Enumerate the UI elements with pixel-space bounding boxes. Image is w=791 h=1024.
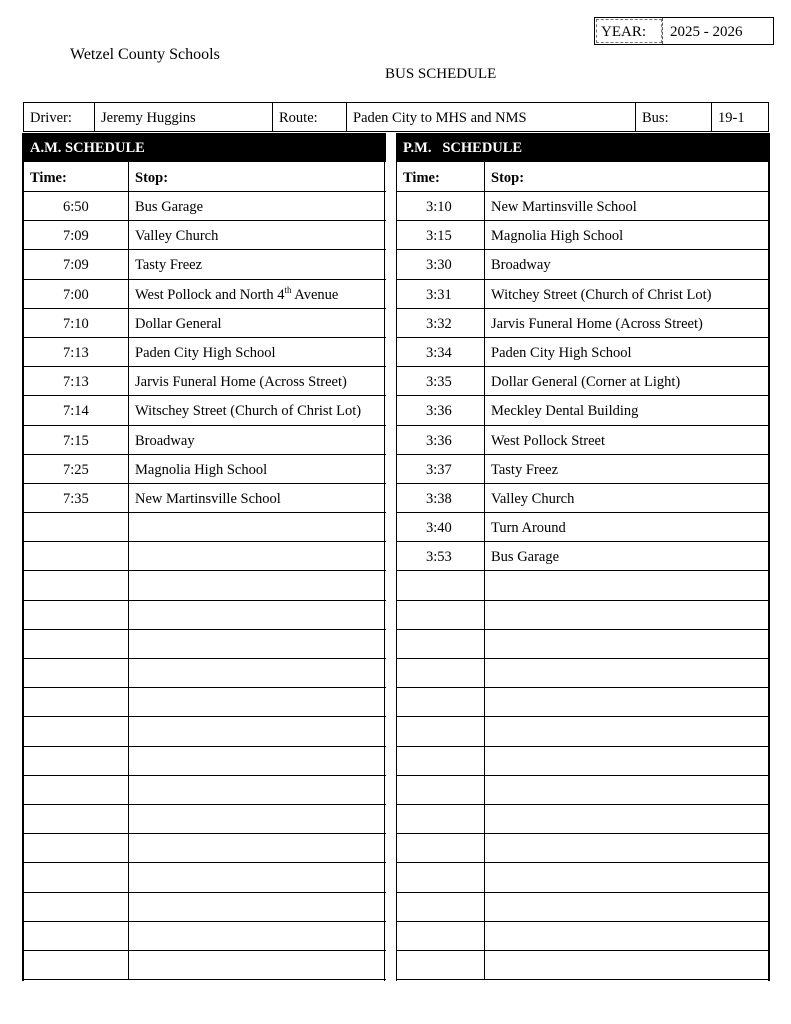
stop-time <box>24 776 129 804</box>
route-info-bar <box>23 102 769 132</box>
schedule-row <box>24 659 386 688</box>
schedule-row <box>24 747 386 776</box>
stop-time <box>397 747 485 775</box>
schedule-row <box>397 309 768 338</box>
schedule-row <box>397 601 768 630</box>
stop-name: Magnolia High School <box>135 461 268 478</box>
stop-name: Paden City High School <box>491 344 632 361</box>
bus-number: 19-1 <box>718 110 745 126</box>
stop-time: 3:32 <box>397 309 485 337</box>
schedule-row <box>24 571 386 600</box>
stop-name <box>485 922 768 950</box>
schedule-row <box>24 455 386 484</box>
schedule-row <box>24 834 386 863</box>
stop-time: 3:15 <box>397 221 485 249</box>
stop-time <box>397 659 485 687</box>
schedule-row <box>24 221 386 250</box>
am-schedule-title: A.M. SCHEDULE <box>24 133 386 162</box>
schedule-row <box>24 250 386 279</box>
schedule-row <box>24 367 386 396</box>
stop-name <box>129 542 386 570</box>
schedule-row <box>24 426 386 455</box>
schedule-row <box>397 659 768 688</box>
stop-name <box>129 717 386 745</box>
stop-name <box>485 951 768 979</box>
stop-time <box>397 688 485 716</box>
pm-stop-header: Stop: <box>491 170 525 186</box>
stop-name <box>129 747 386 775</box>
stop-time: 3:35 <box>397 367 485 395</box>
stop-time: 7:35 <box>24 484 129 512</box>
stop-name: Tasty Freez <box>491 461 559 478</box>
stop-time: 3:30 <box>397 250 485 278</box>
schedule-row <box>397 922 768 951</box>
stop-time <box>397 601 485 629</box>
stop-name: Jarvis Funeral Home (Across Street) <box>491 315 703 332</box>
stop-time: 3:34 <box>397 338 485 366</box>
stop-name <box>129 922 386 950</box>
schedule-row <box>397 250 768 279</box>
stop-time: 7:13 <box>24 367 129 395</box>
schedule-row <box>24 396 386 425</box>
stop-name <box>129 688 386 716</box>
stop-time: 7:14 <box>24 396 129 424</box>
stop-name: West Pollock Street <box>491 432 606 449</box>
stop-name: Bus Garage <box>135 199 204 215</box>
schedule-row <box>24 922 386 951</box>
stop-name: Bus Garage <box>491 549 560 566</box>
am-schedule <box>24 133 386 980</box>
stop-name <box>485 688 768 716</box>
stop-time <box>24 951 129 979</box>
stop-time: 7:09 <box>24 221 129 249</box>
stop-time <box>24 601 129 629</box>
schedule-row <box>397 747 768 776</box>
schedule-row <box>397 396 768 425</box>
year-box <box>594 17 774 45</box>
stop-name <box>129 834 386 862</box>
schedule-row <box>24 717 386 746</box>
schedule-row <box>397 863 768 892</box>
stop-name: New Martinsville School <box>135 490 281 507</box>
schedule-row <box>24 601 386 630</box>
schedule-row <box>397 338 768 367</box>
schedule-row <box>397 484 768 513</box>
stop-name <box>485 776 768 804</box>
stop-time <box>24 688 129 716</box>
schedule-row <box>397 893 768 922</box>
schedule-row <box>24 863 386 892</box>
stop-time <box>24 571 129 599</box>
schedule-row <box>397 455 768 484</box>
stop-time <box>24 717 129 745</box>
schedule-row <box>24 805 386 834</box>
schedule-row <box>397 192 768 221</box>
stop-time: 3:31 <box>397 280 485 308</box>
schedule-row <box>397 280 768 309</box>
stop-name: Tasty Freez <box>135 257 203 274</box>
stop-name <box>129 630 386 658</box>
route-label: Route: <box>273 103 347 131</box>
pm-rows <box>397 192 768 980</box>
driver-name: Jeremy Huggins <box>95 103 273 131</box>
stop-name <box>485 747 768 775</box>
stop-time: 7:13 <box>24 338 129 366</box>
stop-time <box>397 893 485 921</box>
stop-time: 7:15 <box>24 426 129 454</box>
pm-schedule <box>397 133 768 980</box>
stop-name <box>485 659 768 687</box>
schedule-table <box>22 133 770 981</box>
schedule-row <box>397 367 768 396</box>
route-name: Paden City to MHS and NMS <box>347 103 636 131</box>
stop-time: 7:25 <box>24 455 129 483</box>
pm-time-header: Time: <box>397 162 485 191</box>
stop-time <box>24 834 129 862</box>
schedule-row <box>24 192 386 221</box>
bus-label: Bus: <box>636 103 712 131</box>
am-stop-header: Stop: <box>135 170 169 186</box>
stop-time: 7:10 <box>24 309 129 337</box>
schedule-row <box>397 426 768 455</box>
schedule-row <box>24 630 386 659</box>
schedule-row <box>397 688 768 717</box>
schedule-row <box>24 893 386 922</box>
stop-name: New Martinsville School <box>491 199 637 215</box>
schedule-row <box>397 805 768 834</box>
document-title: BUS SCHEDULE <box>385 66 497 82</box>
stop-name: Jarvis Funeral Home (Across Street) <box>135 374 347 391</box>
stop-name <box>129 571 386 599</box>
stop-time <box>24 863 129 891</box>
stop-name <box>129 805 386 833</box>
stop-name: Broadway <box>135 432 195 449</box>
stop-time: 3:40 <box>397 513 485 541</box>
stop-name <box>485 630 768 658</box>
stop-name <box>485 863 768 891</box>
stop-time <box>24 630 129 658</box>
am-rows <box>24 192 386 980</box>
driver-label: Driver: <box>24 103 95 131</box>
stop-name <box>485 805 768 833</box>
stop-name: Turn Around <box>491 520 566 537</box>
stop-time <box>397 863 485 891</box>
schedule-row <box>24 484 386 513</box>
stop-time: 3:37 <box>397 455 485 483</box>
schedule-row <box>397 542 768 571</box>
stop-name <box>129 601 386 629</box>
stop-time <box>397 717 485 745</box>
stop-time <box>397 776 485 804</box>
stop-time <box>24 542 129 570</box>
stop-time: 7:09 <box>24 250 129 278</box>
organization-name: Wetzel County Schools <box>70 46 220 63</box>
schedule-row <box>397 221 768 250</box>
stop-name <box>129 863 386 891</box>
stop-name: Paden City High School <box>135 344 276 361</box>
schedule-row <box>397 951 768 980</box>
schedule-row <box>24 776 386 805</box>
stop-name <box>129 513 386 541</box>
stop-time <box>397 805 485 833</box>
stop-time <box>397 834 485 862</box>
stop-time <box>397 951 485 979</box>
stop-name <box>129 893 386 921</box>
stop-name <box>129 659 386 687</box>
am-column-headers <box>24 162 386 192</box>
stop-name: Broadway <box>491 257 551 274</box>
stop-time: 3:38 <box>397 484 485 512</box>
schedule-row <box>397 834 768 863</box>
year-value: 2025 - 2026 <box>670 24 743 40</box>
stop-time: 3:36 <box>397 426 485 454</box>
schedule-row <box>397 717 768 746</box>
schedule-row <box>397 571 768 600</box>
schedule-row <box>397 776 768 805</box>
am-time-header: Time: <box>24 162 129 191</box>
year-label: YEAR: <box>595 18 663 44</box>
schedule-row <box>24 309 386 338</box>
stop-name: Valley Church <box>135 228 219 245</box>
stop-time <box>24 659 129 687</box>
stop-name: Magnolia High School <box>491 228 624 245</box>
pm-column-headers <box>397 162 768 192</box>
schedule-row <box>397 513 768 542</box>
stop-name: Dollar General (Corner at Light) <box>491 374 681 391</box>
stop-time <box>397 922 485 950</box>
stop-name <box>129 776 386 804</box>
stop-time <box>397 571 485 599</box>
stop-time: 3:36 <box>397 396 485 424</box>
stop-name <box>485 571 768 599</box>
stop-name: Witchey Street (Church of Christ Lot) <box>491 286 712 303</box>
stop-name <box>129 951 386 979</box>
stop-time: 3:10 <box>397 192 485 220</box>
schedule-row <box>397 630 768 659</box>
stop-name: Valley Church <box>491 490 575 507</box>
stop-name: Dollar General <box>135 315 222 332</box>
stop-time <box>24 747 129 775</box>
schedule-row <box>24 280 386 309</box>
schedule-row <box>24 688 386 717</box>
schedule-row <box>24 338 386 367</box>
stop-time <box>24 922 129 950</box>
schedule-row <box>24 513 386 542</box>
stop-name: Meckley Dental Building <box>491 403 639 420</box>
stop-name: Witschey Street (Church of Christ Lot) <box>135 403 362 420</box>
stop-name <box>485 717 768 745</box>
stop-name: West Pollock and North 4th Avenue <box>135 284 339 303</box>
stop-time: 6:50 <box>24 192 129 220</box>
pm-schedule-title: P.M. SCHEDULE <box>397 133 768 162</box>
schedule-row <box>24 542 386 571</box>
stop-time <box>24 893 129 921</box>
stop-name <box>485 834 768 862</box>
schedule-row <box>24 951 386 980</box>
stop-name <box>485 601 768 629</box>
stop-time <box>24 513 129 541</box>
stop-name <box>485 893 768 921</box>
stop-time: 7:00 <box>24 280 129 308</box>
stop-time <box>397 630 485 658</box>
stop-time: 3:53 <box>397 542 485 570</box>
stop-time <box>24 805 129 833</box>
